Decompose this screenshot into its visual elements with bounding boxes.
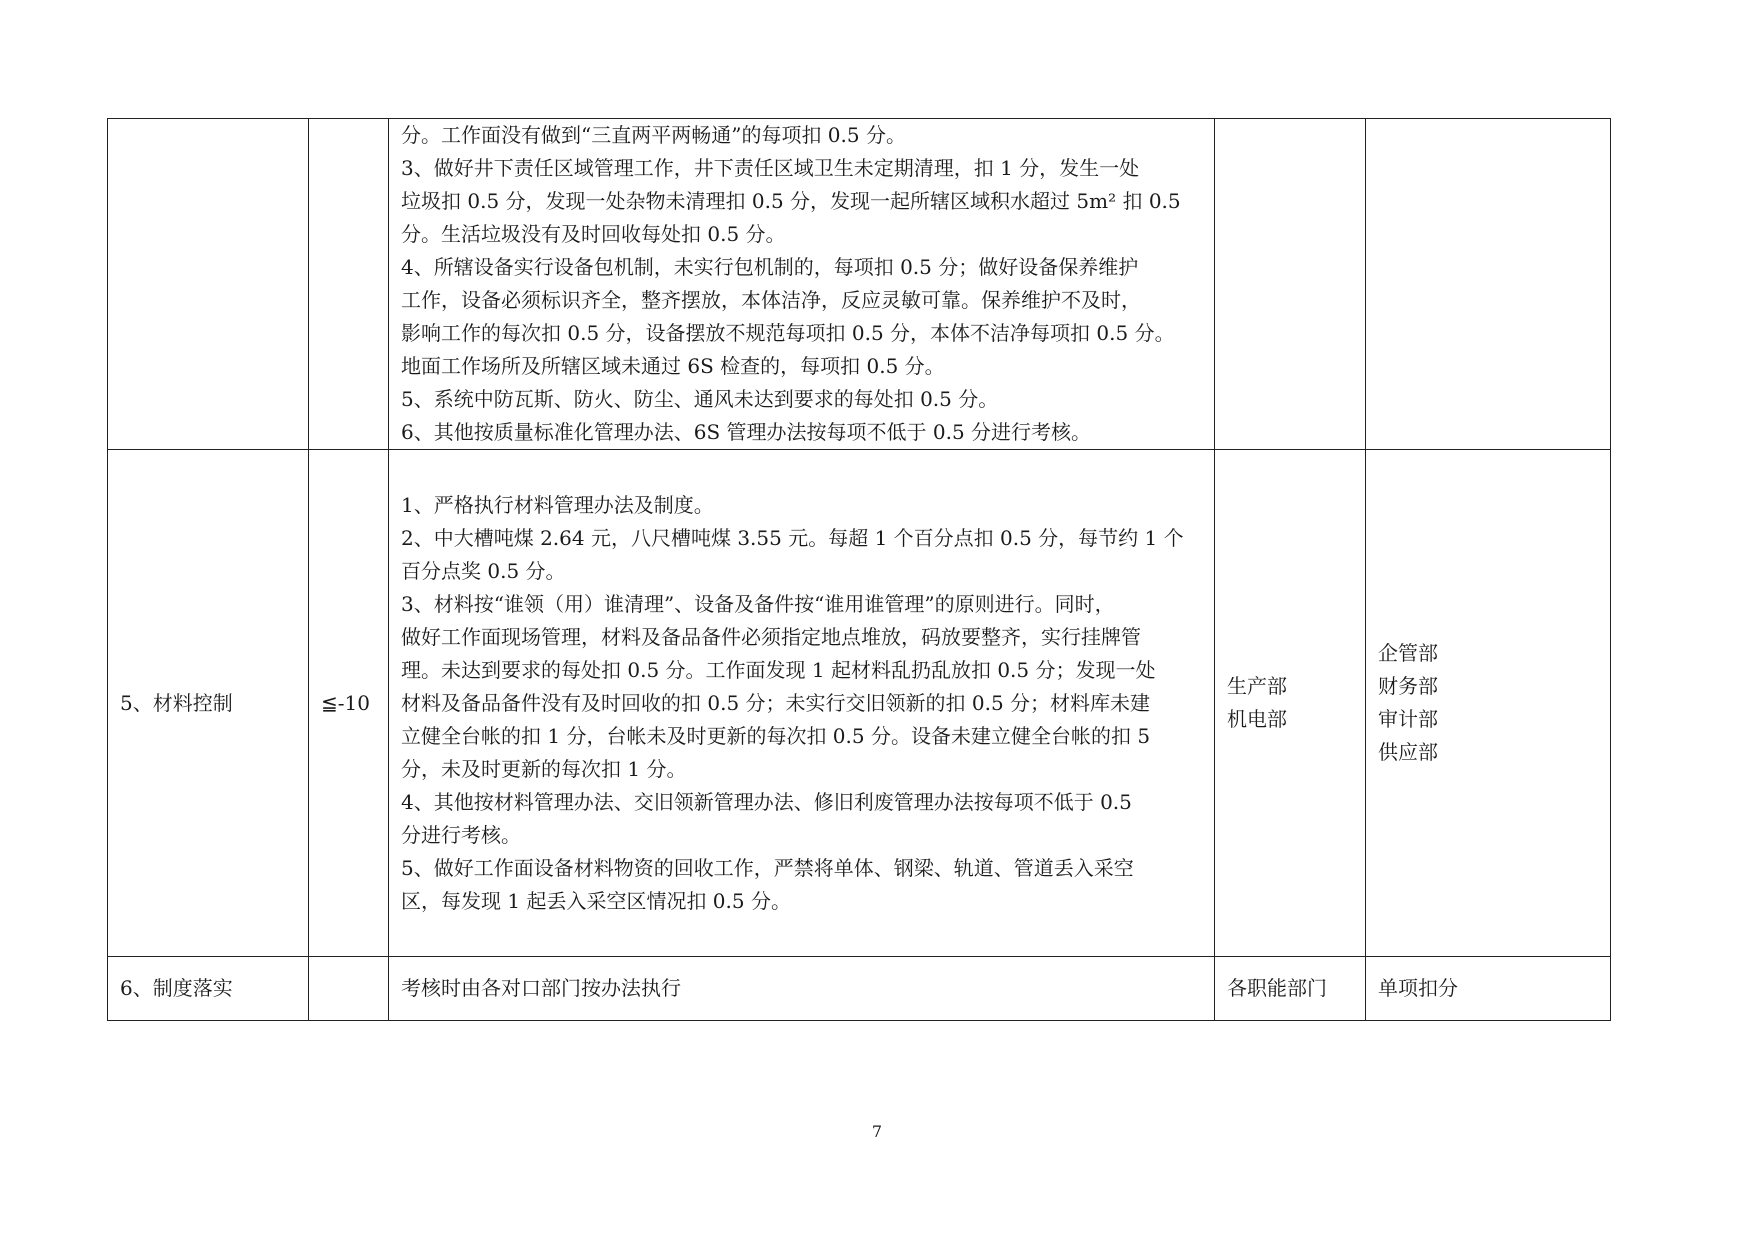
criteria-line: 立健全台帐的扣 1 分，台帐未及时更新的每次扣 0.5 分。设备未建立健全台帐的扣 5 <box>401 723 1151 748</box>
criteria-cell <box>389 450 1215 957</box>
table-row <box>108 450 1611 957</box>
item-name-cell: 6、制度落实 <box>108 957 309 1021</box>
criteria-line: 垃圾扣 0.5 分，发现一处杂物未清理扣 0.5 分，发现一起所辖区域积水超过 5m² 扣 0.5 <box>401 189 1181 213</box>
cooperating-dept-cell <box>1366 957 1611 1021</box>
responsible-dept: 机电部 <box>1227 707 1287 731</box>
responsible-dept: 生产部 <box>1227 674 1287 698</box>
item-name-cell: 5、材料控制 <box>108 450 309 957</box>
criteria-line: 3、做好井下责任区域管理工作，井下责任区域卫生未定期清理，扣 1 分，发生一处 <box>401 156 1140 180</box>
assessment-table-body <box>108 119 1611 1021</box>
score-cell: ≦-10 <box>309 450 389 957</box>
criteria-line: 分，未及时更新的每次扣 1 分。 <box>401 756 687 781</box>
score-cell <box>309 957 389 1021</box>
criteria-line: 做好工作面现场管理，材料及备品备件必须指定地点堆放，码放要整齐，实行挂牌管 <box>401 624 1141 649</box>
assessment-table <box>107 118 1611 1021</box>
criteria-line: 分。生活垃圾没有及时回收每处扣 0.5 分。 <box>401 222 786 246</box>
criteria-line: 4、所辖设备实行设备包机制，未实行包机制的，每项扣 0.5 分；做好设备保养维护 <box>401 255 1139 279</box>
criteria-line: 工作，设备必须标识齐全，整齐摆放，本体洁净，反应灵敏可靠。保养维护不及时， <box>401 288 1141 312</box>
criteria-line: 6、其他按质量标准化管理办法、6S 管理办法按每项不低于 0.5 分进行考核。 <box>401 420 1092 444</box>
responsible-dept-cell <box>1215 450 1366 957</box>
criteria-line: 考核时由各对口部门按办法执行 <box>401 976 681 1000</box>
criteria-line: 分。工作面没有做到“三直两平两畅通”的每项扣 0.5 分。 <box>401 123 906 147</box>
responsible-dept: 各职能部门 <box>1227 976 1327 1000</box>
table-row <box>108 957 1611 1021</box>
criteria-cell <box>389 119 1215 450</box>
criteria-line: 地面工作场所及所辖区域未通过 6S 检查的，每项扣 0.5 分。 <box>401 354 945 378</box>
criteria-line: 5、做好工作面设备材料物资的回收工作，严禁将单体、钢梁、轨道、管道丢入采空 <box>401 855 1134 880</box>
score-cell <box>309 119 389 450</box>
cooperating-dept: 企管部 <box>1378 641 1438 665</box>
cooperating-dept: 财务部 <box>1378 674 1438 698</box>
page-number: 7 <box>871 1122 883 1141</box>
criteria-cell <box>389 957 1215 1021</box>
criteria-line: 2、中大槽吨煤 2.64 元，八尺槽吨煤 3.55 元。每超 1 个百分点扣 0.5 分，每节约 1 个 <box>401 525 1184 550</box>
table-row <box>108 119 1611 450</box>
criteria-line: 理。未达到要求的每处扣 0.5 分。工作面发现 1 起材料乱扔乱放扣 0.5 分；发现一处 <box>401 657 1156 682</box>
criteria-line: 分进行考核。 <box>401 822 521 847</box>
criteria-line: 1、严格执行材料管理办法及制度。 <box>401 492 714 517</box>
responsible-dept-cell <box>1215 119 1366 450</box>
criteria-line: 5、系统中防瓦斯、防火、防尘、通风未达到要求的每处扣 0.5 分。 <box>401 387 999 411</box>
criteria-line: 材料及备品备件没有及时回收的扣 0.5 分；未实行交旧领新的扣 0.5 分；材料库未建 <box>401 690 1151 715</box>
criteria-line: 区，每发现 1 起丢入采空区情况扣 0.5 分。 <box>401 888 791 913</box>
cooperating-dept: 单项扣分 <box>1378 976 1458 1000</box>
item-name-cell <box>108 119 309 450</box>
responsible-dept-cell <box>1215 957 1366 1021</box>
cooperating-dept: 供应部 <box>1378 740 1438 764</box>
cooperating-dept-cell <box>1366 119 1611 450</box>
criteria-line: 影响工作的每次扣 0.5 分，设备摆放不规范每项扣 0.5 分，本体不洁净每项扣 0.5 分。 <box>401 321 1175 345</box>
criteria-line: 4、其他按材料管理办法、交旧领新管理办法、修旧利废管理办法按每项不低于 0.5 <box>401 789 1132 814</box>
criteria-line: 百分点奖 0.5 分。 <box>401 558 566 583</box>
cooperating-dept-cell <box>1366 450 1611 957</box>
criteria-line: 3、材料按“谁领（用）谁清理”、设备及备件按“谁用谁管理”的原则进行。同时， <box>401 591 1115 616</box>
cooperating-dept: 审计部 <box>1378 707 1438 731</box>
